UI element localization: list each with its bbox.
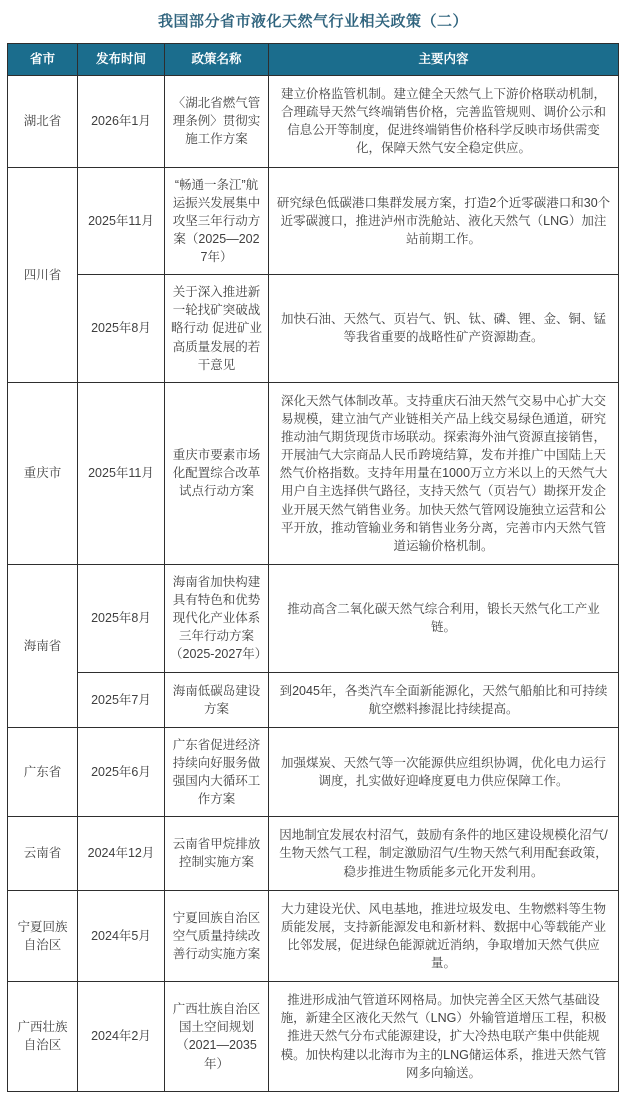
header-cell-policy: 政策名称 bbox=[165, 44, 269, 76]
policy-cell: 关于深入推进新一轮找矿突破战略行动 促进矿业高质量发展的若干意见 bbox=[165, 275, 269, 383]
province-cell: 四川省 bbox=[8, 167, 78, 382]
policy-cell: 云南省甲烷排放控制实施方案 bbox=[165, 817, 269, 890]
content-cell: 加强煤炭、天然气等一次能源供应组织协调，优化电力运行调度，扎实做好迎峰度夏电力供应保障工作。 bbox=[269, 727, 619, 817]
date-cell: 2025年6月 bbox=[78, 727, 165, 817]
header-cell-content: 主要内容 bbox=[269, 44, 619, 76]
table-row bbox=[8, 982, 619, 1092]
date-cell: 2025年8月 bbox=[78, 564, 165, 672]
table-row bbox=[8, 167, 619, 275]
table-row bbox=[8, 890, 619, 982]
date-cell: 2025年11月 bbox=[78, 382, 165, 564]
policy-cell: 海南省加快构建具有特色和优势现代化产业体系三年行动方案（2025-2027年） bbox=[165, 564, 269, 672]
content-cell: 推动高含二氧化碳天然气综合利用，锻长天然气化工产业链。 bbox=[269, 564, 619, 672]
date-cell: 2024年2月 bbox=[78, 982, 165, 1092]
province-cell: 广东省 bbox=[8, 727, 78, 817]
date-cell: 2025年8月 bbox=[78, 275, 165, 383]
table-row bbox=[8, 564, 619, 672]
date-cell: 2024年12月 bbox=[78, 817, 165, 890]
policy-cell: 〈湖北省燃气管理条例〉贯彻实施工作方案 bbox=[165, 76, 269, 168]
province-cell: 海南省 bbox=[8, 564, 78, 727]
province-cell: 重庆市 bbox=[8, 382, 78, 564]
date-cell: 2025年11月 bbox=[78, 167, 165, 275]
policy-cell: 广东省促进经济持续向好服务做强国内大循环工作方案 bbox=[165, 727, 269, 817]
province-cell: 广西壮族自治区 bbox=[8, 982, 78, 1092]
date-cell: 2025年7月 bbox=[78, 672, 165, 727]
content-cell: 研究绿色低碳港口集群发展方案，打造2个近零碳港口和30个近零碳渡口，推进泸州市洗舱站、液化天然气（LNG）加注站前期工作。 bbox=[269, 167, 619, 275]
policy-cell: 广西壮族自治区国土空间规划（2021—2035年） bbox=[165, 982, 269, 1092]
content-cell: 加快石油、天然气、页岩气、钒、钛、磷、锂、金、铜、锰等我省重要的战略性矿产资源勘查。 bbox=[269, 275, 619, 383]
date-cell: 2024年5月 bbox=[78, 890, 165, 982]
table-row bbox=[8, 817, 619, 890]
policy-table bbox=[7, 43, 619, 1092]
page-title: 我国部分省市液化天然气行业相关政策（二） bbox=[157, 13, 468, 30]
content-cell: 推进形成油气管道环网格局。加快完善全区天然气基础设施，新建全区液化天然气（LNG）外输管道增压工程，积极推进天然气分布式能源建设，扩大冷热电联产集中供能规模。加快构建以北海市为主的LNG储运体系，推进天然气管网多向输送。 bbox=[269, 982, 619, 1092]
content-cell: 深化天然气体制改革。支持重庆石油天然气交易中心扩大交易规模，建立油气产业链相关产品上线交易绿色通道，研究推动油气期货现货市场联动。探索海外油气资源直接销售，开展油气大宗商品人民币跨境结算，发布并推广中国陆上天然气价格指数。支持年用量在1000万立方米以上的天然气大用户自主选择供气路径，支持天然气（页岩气）勘探开发企业开展天然气销售业务。加快天然气管网设施独立运营和公平开放，推动管输业务和销售业务分离，完善市内天然气管道运输价格机制。 bbox=[269, 382, 619, 564]
content-cell: 因地制宜发展农村沼气，鼓励有条件的地区建设规模化沼气/生物天然气工程，制定激励沼气/生物天然气利用配套政策，稳步推进生物质能多元化开发利用。 bbox=[269, 817, 619, 890]
table-row bbox=[8, 275, 619, 383]
content-cell: 大力建设光伏、风电基地，推进垃圾发电、生物燃料等生物质能发展，支持新能源发电和新材料、数据中心等载能产业比邻发展，促进绿色能源就近消纳，争取增加天然气供应量。 bbox=[269, 890, 619, 982]
content-cell: 到2045年，各类汽车全面新能源化，天然气船舶比和可持续航空燃料掺混比持续提高。 bbox=[269, 672, 619, 727]
table-row bbox=[8, 76, 619, 168]
date-cell: 2026年1月 bbox=[78, 76, 165, 168]
table-header-row bbox=[8, 44, 619, 76]
header-cell-province: 省市 bbox=[8, 44, 78, 76]
province-cell: 云南省 bbox=[8, 817, 78, 890]
table-row bbox=[8, 727, 619, 817]
table-row bbox=[8, 382, 619, 564]
policy-cell: 重庆市要素市场化配置综合改革试点行动方案 bbox=[165, 382, 269, 564]
table-row bbox=[8, 672, 619, 727]
policy-cell: 海南低碳岛建设方案 bbox=[165, 672, 269, 727]
content-cell: 建立价格监管机制。建立健全天然气上下游价格联动机制，合理疏导天然气终端销售价格，完善监管规则、调价公示和信息公开等制度，促进终端销售价格科学反映市场供需变化，保障天然气安全稳定供应。 bbox=[269, 76, 619, 168]
policy-cell: 宁夏回族自治区空气质量持续改善行动实施方案 bbox=[165, 890, 269, 982]
province-cell: 湖北省 bbox=[8, 76, 78, 168]
policy-cell: “畅通一条江”航运振兴发展集中攻坚三年行动方案（2025—2027年） bbox=[165, 167, 269, 275]
header-cell-date: 发布时间 bbox=[78, 44, 165, 76]
province-cell: 宁夏回族自治区 bbox=[8, 890, 78, 982]
